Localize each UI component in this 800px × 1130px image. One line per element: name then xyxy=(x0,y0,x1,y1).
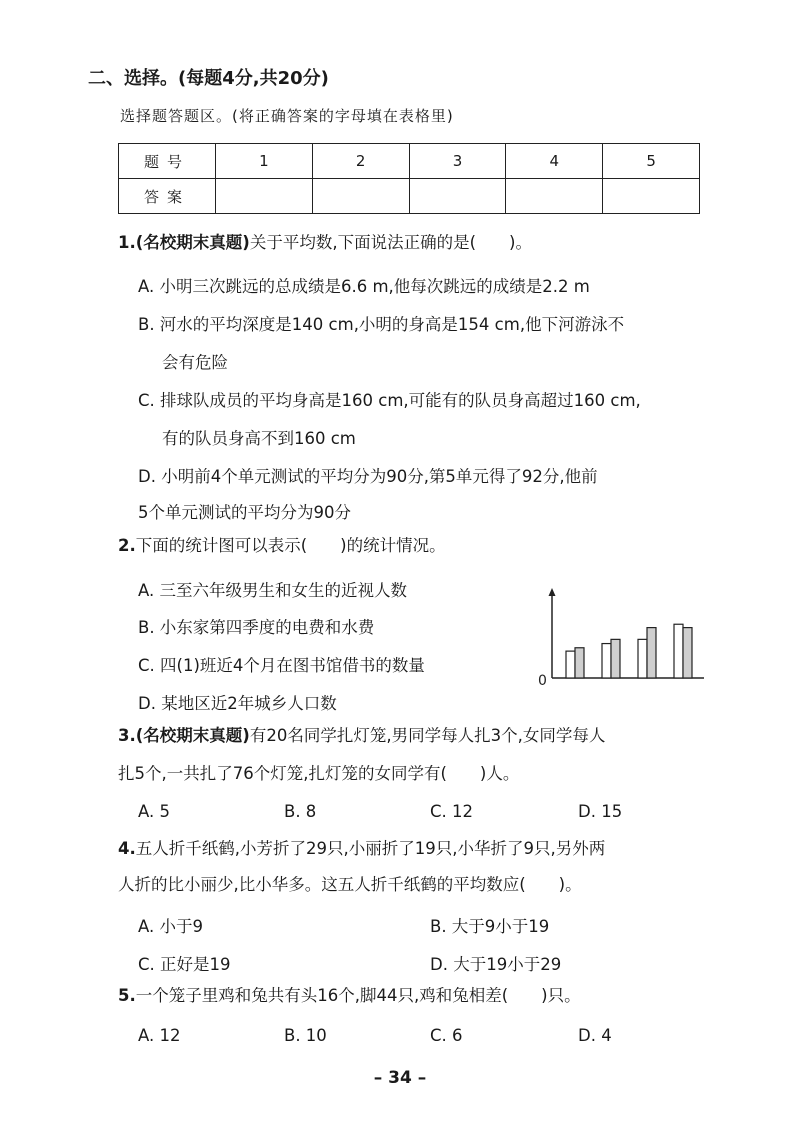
question-4 xyxy=(118,841,605,858)
question-number-cell: 3 xyxy=(409,144,506,179)
q3-option-d: D. 15 xyxy=(578,802,623,821)
q1-option-b: B. 河水的平均深度是140 cm,小明的身高是154 cm,他下河游泳不 xyxy=(138,315,625,334)
q3-option-c: C. 12 xyxy=(430,802,474,821)
question-text: 有20名同学扎灯笼,男同学每人扎3个,女同学每人 xyxy=(249,726,606,745)
q4-option-d: D. 大于19小于29 xyxy=(430,955,562,974)
q2-option-a: A. 三至六年级男生和女生的近视人数 xyxy=(138,581,407,600)
question-5 xyxy=(118,988,581,1005)
question-text: 下面的统计图可以表示( )的统计情况。 xyxy=(135,536,446,555)
bar-2-1 xyxy=(575,648,584,678)
question-3 xyxy=(118,728,605,745)
question-number: 4. xyxy=(118,839,136,858)
bar-2-2 xyxy=(611,639,620,678)
q1-option-a: A. 小明三次跳远的总成绩是6.6 m,他每次跳远的成绩是2.2 m xyxy=(138,277,590,296)
question-4-cont: 人折的比小丽少,比小华多。这五人折千纸鹤的平均数应( )。 xyxy=(118,875,582,894)
origin-label: 0 xyxy=(538,673,547,689)
q4-option-a: A. 小于9 xyxy=(138,917,203,936)
bar-1-3 xyxy=(638,639,647,678)
q1-option-d: D. 小明前4个单元测试的平均分为90分,第5单元得了92分,他前 xyxy=(138,467,598,486)
question-number-cell: 5 xyxy=(603,144,700,179)
q4-option-c: C. 正好是19 xyxy=(138,955,231,974)
question-number: 3. xyxy=(118,726,136,745)
question-text: 关于平均数,下面说法正确的是( )。 xyxy=(249,233,532,252)
bar-2-3 xyxy=(647,628,656,678)
q1-option-d-cont: 5个单元测试的平均分为90分 xyxy=(138,503,351,522)
answer-cell[interactable] xyxy=(506,179,603,214)
bar-1-4 xyxy=(674,624,683,678)
question-number-cell: 4 xyxy=(506,144,603,179)
question-number: 5. xyxy=(118,986,136,1005)
q2-option-d: D. 某地区近2年城乡人口数 xyxy=(138,694,337,713)
question-tag: (名校期末真题) xyxy=(135,726,250,745)
question-number: 2. xyxy=(118,536,136,555)
question-number-row xyxy=(119,144,700,179)
q1-option-c: C. 排球队成员的平均身高是160 cm,可能有的队员身高超过160 cm, xyxy=(138,391,641,410)
question-2 xyxy=(118,538,446,555)
question-number-cell: 2 xyxy=(312,144,409,179)
answer-instruction: 选择题答题区。(将正确答案的字母填在表格里) xyxy=(120,107,454,125)
bar-1-2 xyxy=(602,644,611,678)
question-number: 1. xyxy=(118,233,136,252)
answer-cell[interactable] xyxy=(409,179,506,214)
y-axis-arrow xyxy=(549,588,556,596)
answer-header: 答案 xyxy=(119,179,216,214)
q5-option-b: B. 10 xyxy=(284,1026,327,1045)
bars-group xyxy=(566,624,692,678)
q2-option-b: B. 小东家第四季度的电费和水费 xyxy=(138,618,375,637)
q3-option-a: A. 5 xyxy=(138,802,170,821)
q5-option-a: A. 12 xyxy=(138,1026,181,1045)
answer-table xyxy=(118,143,700,214)
section-title: 二、选择。(每题4分,共20分) xyxy=(88,68,329,89)
question-text: 五人折千纸鹤,小芳折了29只,小丽折了19只,小华折了9只,另外两 xyxy=(135,839,606,858)
question-3-cont: 扎5个,一共扎了76个灯笼,扎灯笼的女同学有( )人。 xyxy=(118,764,520,783)
question-text: 一个笼子里鸡和兔共有头16个,脚44只,鸡和兔相差( )只。 xyxy=(135,986,581,1005)
q2-option-c: C. 四(1)班近4个月在图书馆借书的数量 xyxy=(138,656,425,675)
answer-cell[interactable] xyxy=(312,179,409,214)
question-tag: (名校期末真题) xyxy=(135,233,250,252)
q4-option-b: B. 大于9小于19 xyxy=(430,917,550,936)
question-number-cell: 1 xyxy=(216,144,313,179)
bar-chart xyxy=(530,586,710,691)
q1-option-b-cont: 会有危险 xyxy=(162,353,228,372)
bar-1-1 xyxy=(566,651,575,678)
answer-row xyxy=(119,179,700,214)
question-number-header: 题号 xyxy=(119,144,216,179)
q5-option-d: D. 4 xyxy=(578,1026,612,1045)
page-number: – 34 – xyxy=(373,1068,427,1088)
question-1 xyxy=(118,235,532,252)
q1-option-c-cont: 有的队员身高不到160 cm xyxy=(162,429,356,448)
q3-option-b: B. 8 xyxy=(284,802,317,821)
answer-cell[interactable] xyxy=(603,179,700,214)
bar-2-4 xyxy=(683,628,692,678)
q5-option-c: C. 6 xyxy=(430,1026,463,1045)
answer-cell[interactable] xyxy=(216,179,313,214)
